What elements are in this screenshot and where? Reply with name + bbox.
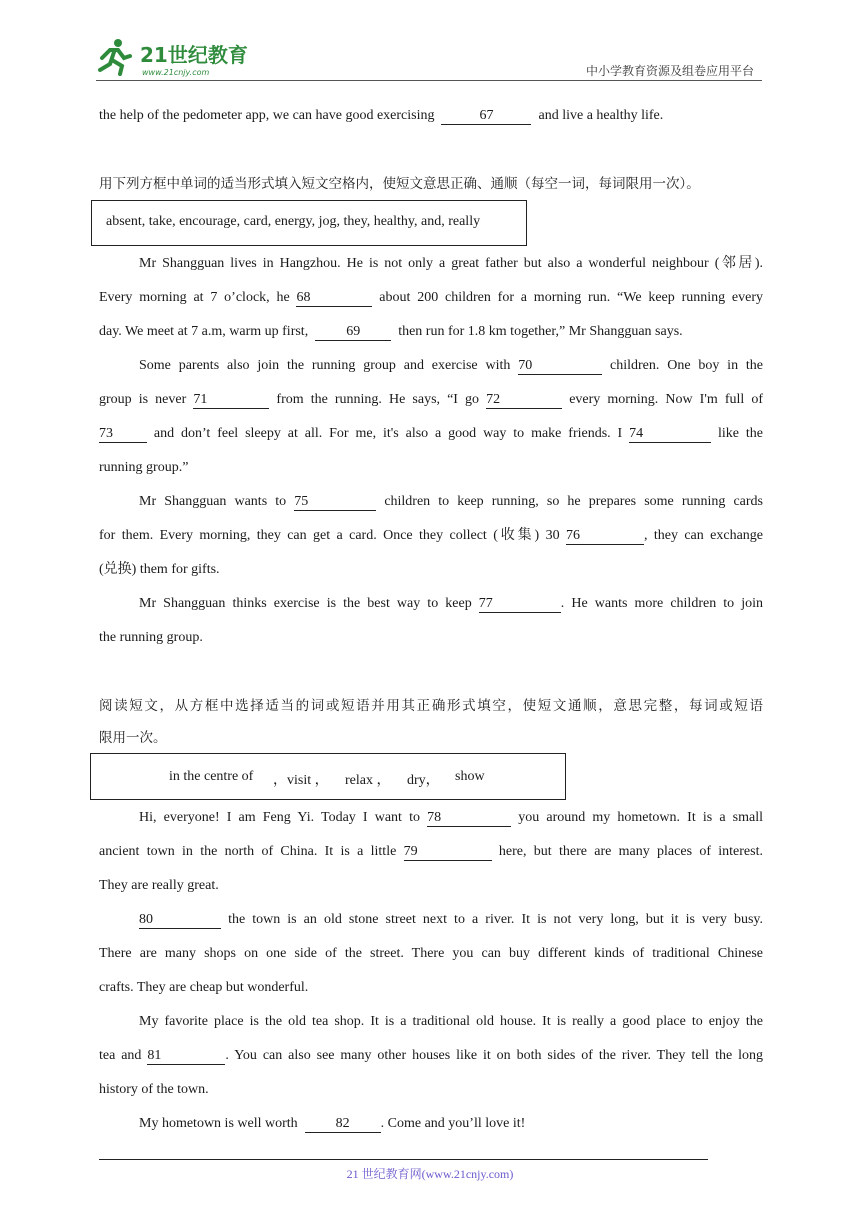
text-line: My favorite place is the old tea shop. It is a traditional old house. It is really a good place to enjoy the bbox=[139, 1014, 763, 1029]
blank-80[interactable]: 80 bbox=[139, 912, 221, 929]
section-instruction: 用下列方框中单词的适当形式填入短文空格内，使短文意思正确、通顺（每空一词，每词限用一次）。 bbox=[99, 176, 700, 192]
box-word: dry， bbox=[407, 773, 440, 788]
text-line: the help of the pedometer app, we can have good exercising 67 and live a healthy life. bbox=[99, 108, 664, 123]
text-line: ancient town in the north of China. It is a little 79 here, but there are many places of interest. bbox=[99, 844, 763, 859]
text-line: for them. Every morning, they can get a card. Once they collect (收集) 30 76 , they can exchange bbox=[99, 528, 764, 543]
text-line: Hi, everyone! I am Feng Yi. Today I want to 78 you around my hometown. It is a small bbox=[139, 810, 764, 825]
section-instruction: 限用一次。 bbox=[99, 730, 167, 746]
text-line: running group.” bbox=[99, 460, 189, 475]
text-line: 80 the town is an old stone street next to a river. It is not very long, but it is very busy. bbox=[139, 912, 763, 927]
blank-70[interactable]: 70 bbox=[518, 358, 602, 375]
text-line: tea and 81 . You can also see many other houses like it on both sides of the river. They tell the long bbox=[99, 1048, 764, 1063]
blank-71[interactable]: 71 bbox=[193, 392, 269, 409]
svg-text:www.21cnjy.com: www.21cnjy.com bbox=[142, 68, 210, 77]
blank-81[interactable]: 81 bbox=[147, 1048, 225, 1065]
blank-69[interactable]: 69 bbox=[315, 324, 391, 341]
blank-79[interactable]: 79 bbox=[404, 844, 492, 861]
text-line: history of the town. bbox=[99, 1082, 209, 1097]
blank-74[interactable]: 74 bbox=[629, 426, 711, 443]
runner-icon bbox=[100, 39, 130, 74]
blank-67[interactable]: 67 bbox=[441, 108, 531, 125]
text-line: group is never 71 from the running. He says, “I go 72 every morning. Now I'm full of bbox=[99, 392, 764, 407]
footer-divider bbox=[99, 1159, 708, 1160]
blank-78[interactable]: 78 bbox=[427, 810, 511, 827]
word-box: absent, take, encourage, card, energy, jog, they, healthy, and, really bbox=[91, 200, 527, 246]
text-line: (兑换) them for gifts. bbox=[99, 562, 220, 577]
text-line: the running group. bbox=[99, 630, 203, 645]
text-line: Mr Shangguan lives in Hangzhou. He is not only a great father but also a wonderful neighbour (邻居). bbox=[139, 256, 763, 271]
text-line: Mr Shangguan wants to 75 children to keep running, so he prepares some running cards bbox=[139, 494, 764, 509]
blank-75[interactable]: 75 bbox=[294, 494, 376, 511]
svg-text:21世纪教育: 21世纪教育 bbox=[140, 43, 248, 67]
box-word: show bbox=[455, 769, 485, 784]
blank-82[interactable]: 82 bbox=[305, 1116, 381, 1133]
text-line: There are many shops on one side of the street. There you can buy different kinds of traditional Chinese bbox=[99, 946, 763, 961]
box-word: in the centre of bbox=[169, 769, 254, 784]
word-box bbox=[90, 753, 566, 800]
footer-site-link[interactable]: 21 世纪教育网(www.21cnjy.com) bbox=[346, 1167, 514, 1181]
text-line: Mr Shangguan thinks exercise is the best way to keep 77 . He wants more children to join bbox=[139, 596, 764, 611]
blank-73[interactable]: 73 bbox=[99, 426, 147, 443]
text-line: Some parents also join the running group and exercise with 70 children. One boy in the bbox=[139, 358, 764, 373]
text-line: crafts. They are cheap but wonderful. bbox=[99, 980, 309, 995]
blank-76[interactable]: 76 bbox=[566, 528, 644, 545]
header-divider bbox=[96, 80, 762, 81]
header-platform-name: 中小学教育资源及组卷应用平台 bbox=[585, 64, 754, 78]
text-line: They are really great. bbox=[99, 878, 219, 893]
blank-77[interactable]: 77 bbox=[479, 596, 561, 613]
text-line: Every morning at 7 o’clock, he 68 about 200 children for a morning run. “We keep running every bbox=[99, 290, 764, 305]
text-line: day. We meet at 7 a.m, warm up first, 69 then run for 1.8 km together,” Mr Shangguan says. bbox=[99, 324, 683, 339]
blank-72[interactable]: 72 bbox=[486, 392, 562, 409]
site-logo bbox=[96, 36, 261, 78]
blank-68[interactable]: 68 bbox=[296, 290, 372, 307]
text-line: My hometown is well worth 82 . Come and you’ll love it! bbox=[139, 1116, 526, 1131]
text-line: 73 and don’t feel sleepy at all. For me, it's also a good way to make friends. I 74 like the bbox=[99, 426, 764, 441]
section-instruction: 阅读短文，从方框中选择适当的词或短语并用其正确形式填空，使短文通顺，意思完整，每词或短语 bbox=[99, 698, 763, 714]
box-word: ，visit ， bbox=[273, 773, 329, 788]
box-word: relax ， bbox=[345, 773, 391, 788]
